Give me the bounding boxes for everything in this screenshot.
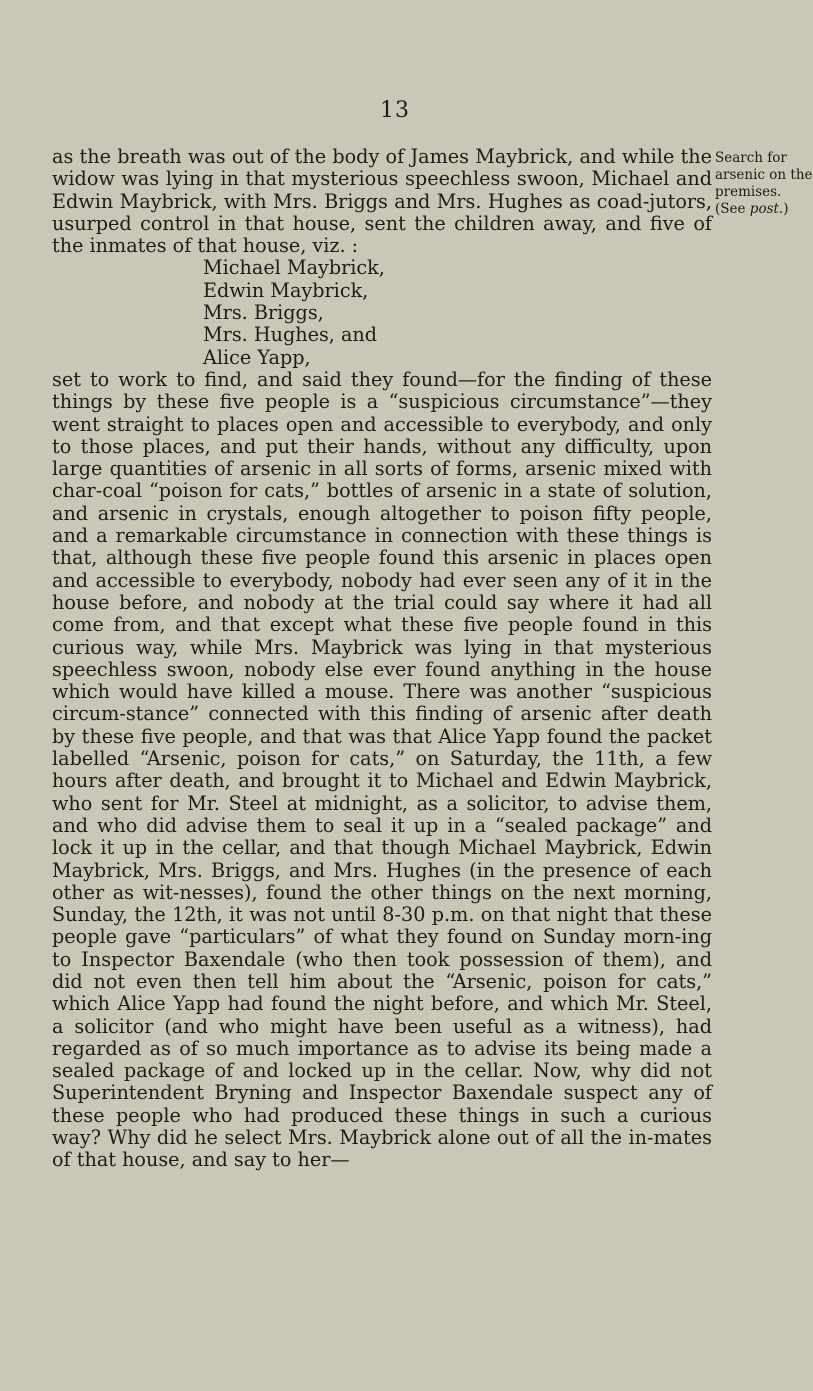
margin-note xyxy=(715,150,813,218)
body-text xyxy=(52,146,712,1172)
margin-note-see-post xyxy=(715,201,799,218)
name-item: Mrs. Briggs, xyxy=(203,301,324,325)
margin-note-line-1: Search for xyxy=(715,150,787,166)
name-item: Alice Yapp, xyxy=(203,345,311,369)
margin-note-line-2: arsenic on the xyxy=(715,167,813,183)
name-item: Edwin Maybrick, xyxy=(203,278,369,302)
see-post-italic: post. xyxy=(749,201,784,217)
see-post-suffix: ) xyxy=(783,201,789,217)
main-paragraph: set to work to find, and said they found—for the finding of these things by these five people is a “suspicious circumstance”—they went straight to places open and accessible to everybody, and only to those places, and put their hands, without any difficulty, upon large quantities of arsenic in all sorts of forms, arsenic mixed with char-coal “poison for cats,” bottles of arsenic in a state of solution, and arsenic in crystals, enough altogether to poison fifty people, and a remarkable circumstance in connection with these things is that, although these five people found this arsenic in places open and accessible to everybody, nobody had ever seen any of it in the house before, and nobody at the trial could say where it had all come from, and that except what these five people found in this curious way, while Mrs. Maybrick was lying in that mysterious speechless swoon, nobody else ever found anything in the house which would have killed a mouse. There was another “suspicious circum-stance” connected with this finding of arsenic after death by these five people, and that was that Alice Yapp found the packet labelled “Arsenic, poison for cats,” on Saturday, the 11th, a few hours after death, and brought it to Michael and Edwin Maybrick, who sent for Mr. Steel at midnight, as a solicitor, to advise them, and who did advise them to seal it up in a “sealed package” and lock it up in the cellar, and that though Michael Maybrick, Edwin Maybrick, Mrs. Briggs, and Mrs. Hughes (in the presence of each other as wit-nesses), found the other things on the next morning, Sunday, the 12th, it was not until 8-30 p.m. on that night that these people gave “particulars” of what they found on Sunday morn-ing to Inspector Baxendale (who then took possession of them), and did not even then tell him about the “Arsenic, poison for cats,” which Alice Yapp had found the night before, and which Mr. Steel, a solicitor (and who might have been useful as a witness), had regarded as of so much importance as to advise its being made a sealed package of and locked up in the cellar. Now, why did not Superintendent Bryning and Inspector Baxendale suspect any of these people who had produced these things in such a curious way? Why did he select Mrs. Maybrick alone out of all the in-mates of that house, and say to her— xyxy=(52,367,712,1172)
page-number: 13 xyxy=(380,98,410,123)
intro-paragraph: as the breath was out of the body of James Maybrick, and while the widow was lying in that mysterious speechless swoon, Michael and Edwin Maybrick, with Mrs. Briggs and Mrs. Hughes as coad-jutors, usurped control in that house, sent the children away, and five of the inmates of that house, viz. : xyxy=(52,145,712,258)
see-post-prefix: (See xyxy=(715,201,750,217)
margin-note-line-3: premises. xyxy=(715,184,782,200)
name-list xyxy=(52,257,712,368)
name-item: Mrs. Hughes, and xyxy=(203,323,378,347)
name-item: Michael Maybrick, xyxy=(203,256,385,280)
